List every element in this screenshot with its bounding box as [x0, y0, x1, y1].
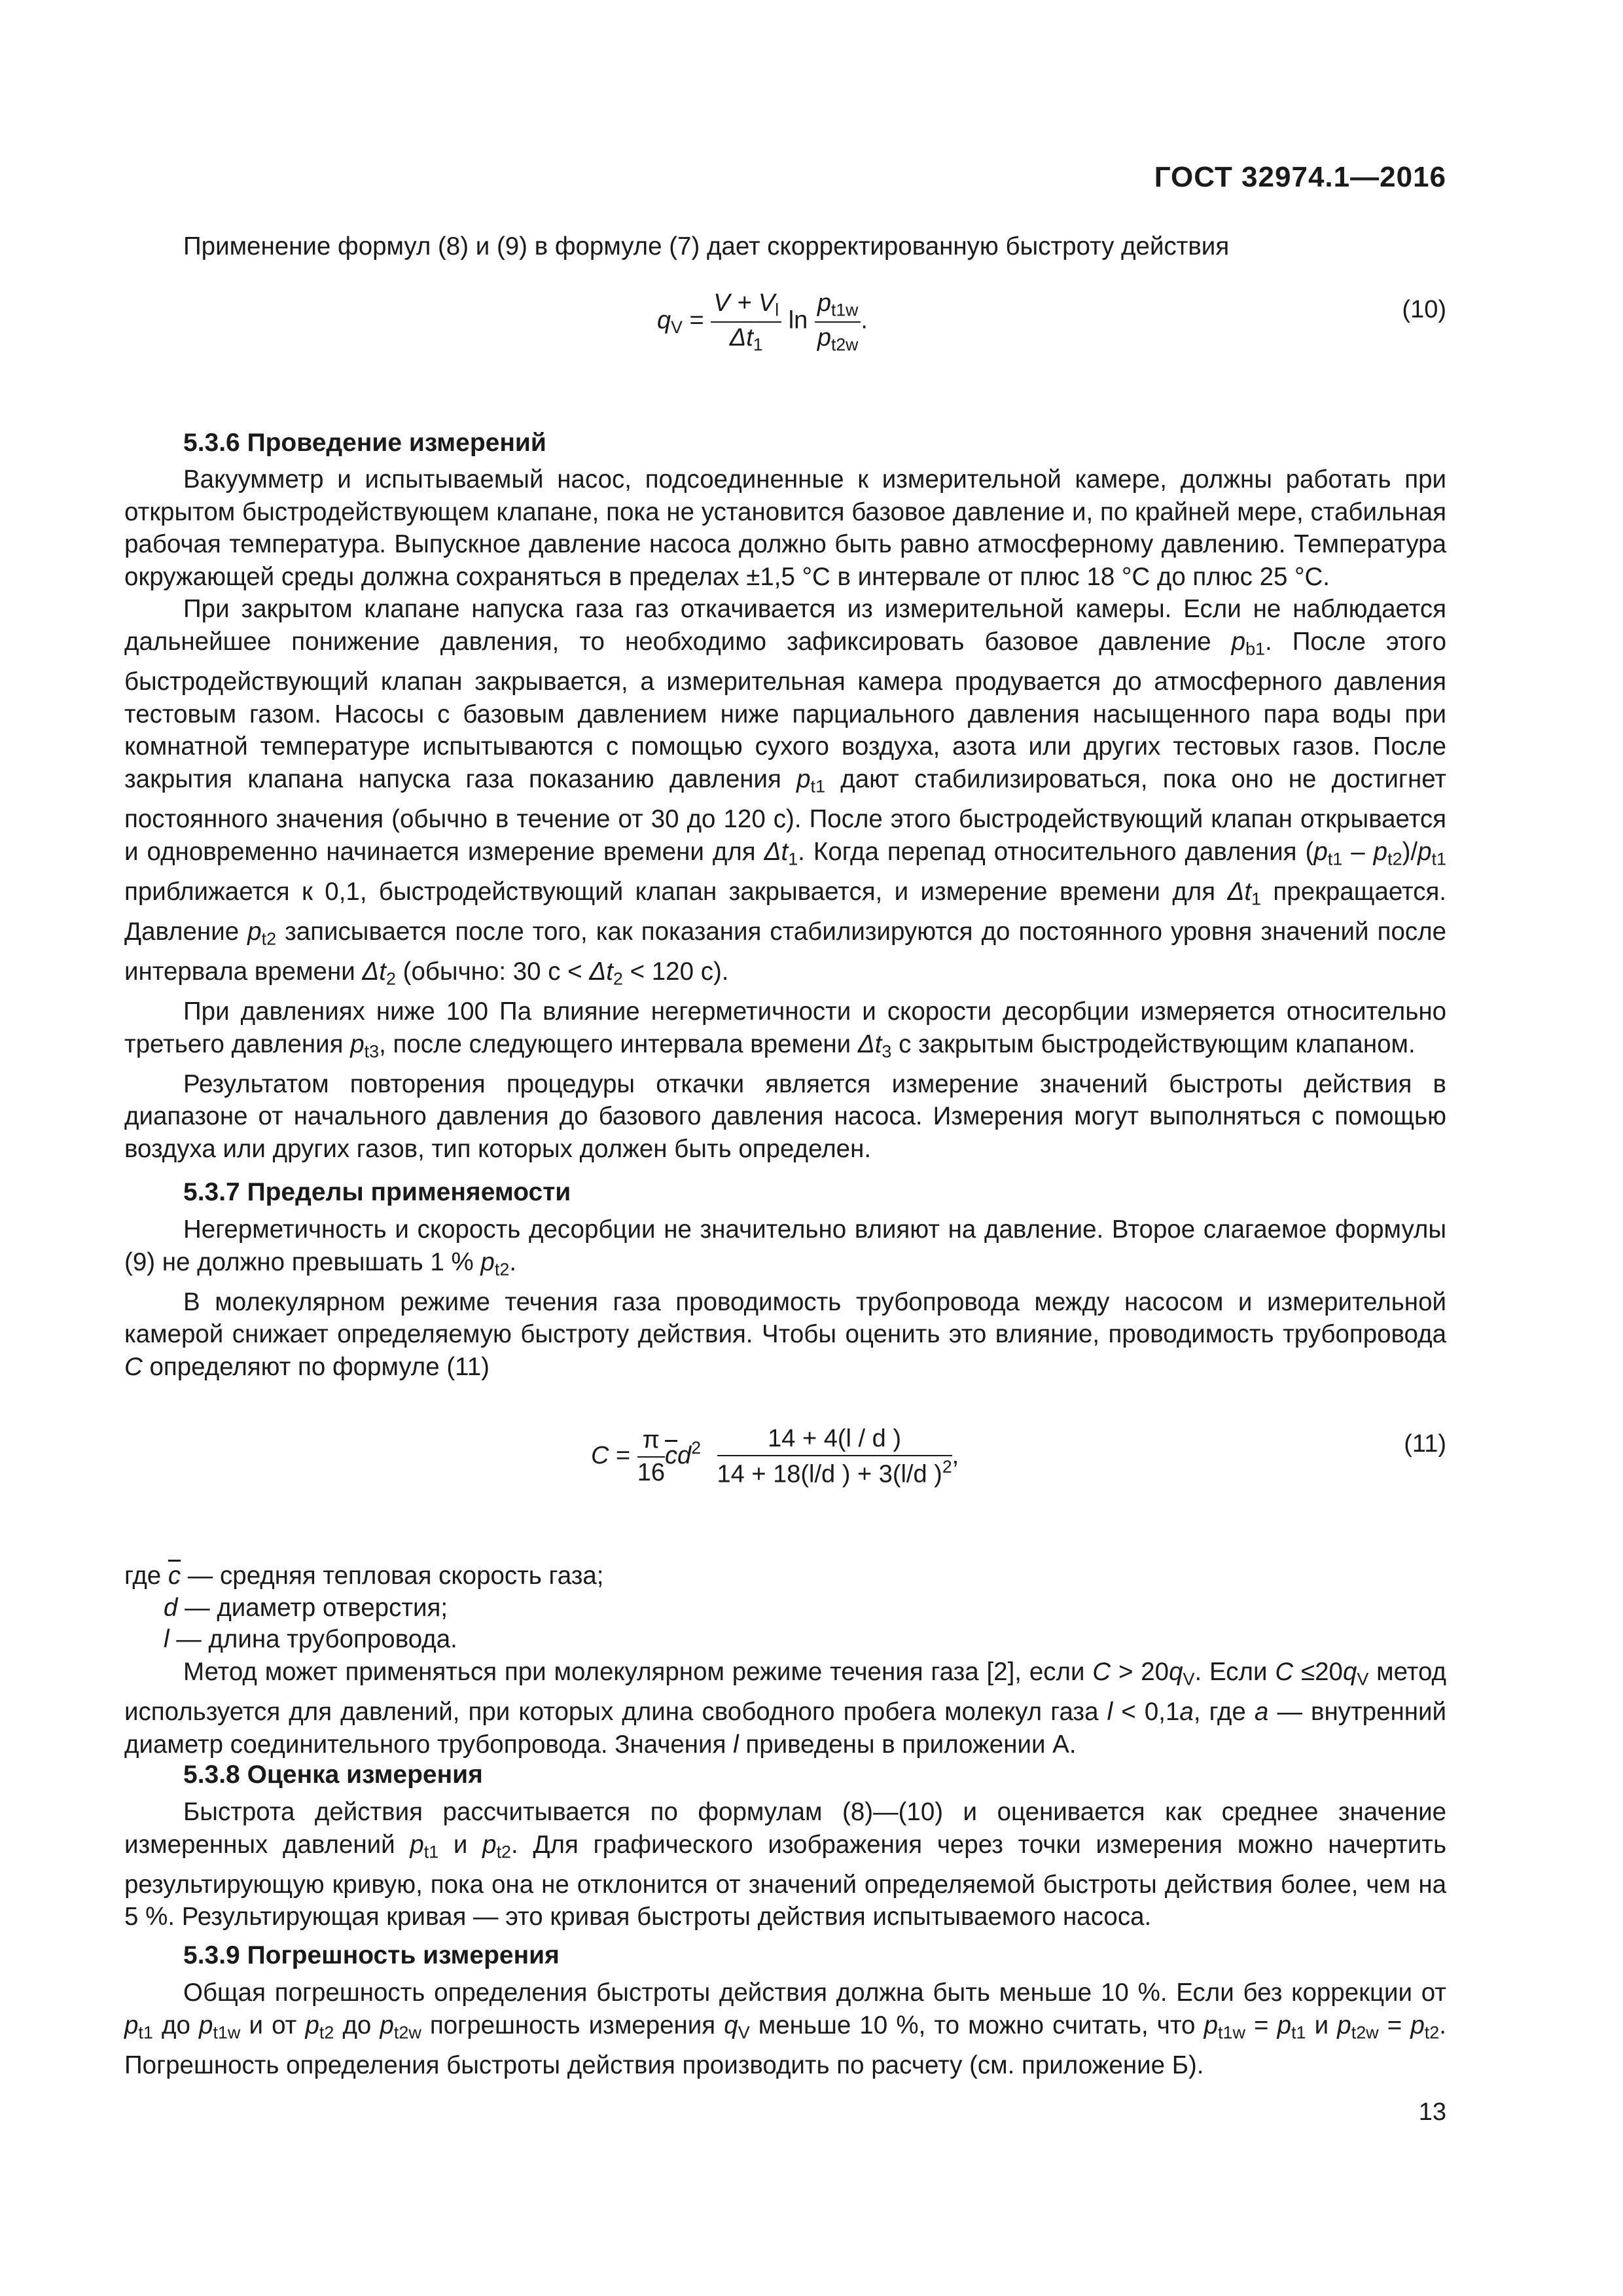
section-title-5-3-8: 5.3.8 Оценка измерения: [183, 1761, 483, 1789]
formula-10-fraction-1: $\frac{V + V_l}{\Delta t_1}$: [711, 288, 781, 355]
section-5-3-8-body: Быстрота действия рассчитывается по формулам (8)—(10) и оценивается как среднее значение измеренных давлений $p_{t1}$ и $p_{t2}$. Для графического изображения через точки измерения можно начертить результирующую кривую, пока она не отклонится от значений определяемой быстроты действия более, чем на 5 %. Результирующая кривая — это кривая быстроты действия испытываемого насоса.: [124, 1798, 1446, 1931]
paragraph: В молекулярном режиме течения газа проводимость трубопровода между насосом и измерительной камерой снижает определяемую быстроту действия. Чтобы оценить это влияние, проводимость трубопровода C определяют по формуле (11): [124, 1287, 1446, 1381]
intro-paragraph: Применение формул (8) и (9) в формуле (7) дает скорректированную быстроту действия: [183, 232, 1230, 260]
definition-l: l — длина трубопровода.: [164, 1625, 457, 1653]
section-title-5-3-7: 5.3.7 Пределы применяемости: [183, 1178, 571, 1206]
section-5-3-9-body: Общая погрешность определения быстроты действия должна быть меньше 10 %. Если без коррекции от $p_{t1}$ до $p_{t1w}$ и от $p_{t2}$ до $p_{t2w}$ погрешность измерения $q_V$ меньше 10 %, то можно считать, что $p_{t1w} = p_{t1}$ и $p_{t2w} = p_{t2}$. Погрешность определения быстроты действия производить по расчету (см. приложение Б).: [124, 1979, 1446, 2079]
formula-11-main-fraction: $\frac{14 + 4(l / d )}{14 + 18(l/d ) + 3(l/d )^2}$: [717, 1425, 952, 1488]
formula-10-fraction-2: $\frac{p_{t1w}}{p_{t2w}}$: [815, 288, 861, 355]
formula-10-number: (10): [1402, 296, 1446, 323]
section-title-5-3-6: 5.3.6 Проведение измерений: [183, 429, 546, 457]
formula-11: C = $\frac{\pi}{16}$ $\overline{c}d^2$ $\frac{14 + 4(l / d )}{14 + 18(l/d ) + 3(l/d )^2}$ ,: [591, 1424, 959, 1490]
paragraph: Негерметичность и скорость десорбции не значительно влияют на давление. Второе слагаемое формулы (9) не должно превышать 1 % $p_{t2}$.: [124, 1215, 1446, 1280]
definition-c: где $\overline{c}$ — средняя тепловая скорость газа;: [124, 1562, 604, 1590]
document-id-header: ГОСТ 32974.1—2016: [1154, 161, 1446, 193]
paragraph: Результатом повторения процедуры откачки является измерение значений быстроты действия в диапазоне от начального давления до базового давления насоса. Измерения могут выполняться с помощью воздуха или других газов, тип которых должен быть определен.: [124, 1069, 1446, 1163]
formula-10: $q_V$ = $\frac{V + V_l}{\Delta t_1}$ ln $\frac{p_{t1w}}{p_{t2w}}$ .: [657, 288, 868, 355]
formula-11-pi-fraction: $\frac{\pi}{16}$: [637, 1426, 666, 1486]
paragraph: При давлениях ниже 100 Па влияние негерметичности и скорости десорбции измеряется относительно третьего давления $p_{t3}$, после следующего интервала времени $\Delta t_3$ с закрытым быстродействующим клапаном.: [124, 997, 1446, 1062]
method-paragraph: Метод может применяться при молекулярном режиме течения газа [2], если $C > 20q_V$. Если $C \le 20q_V$ метод используется для давлений, при которых длина свободного пробега молекул газа l < 0,1a, где a — внутренний диаметр соединительного трубопровода. Значения l приведены в приложении А.: [124, 1658, 1447, 1759]
section-5-3-7-body: [124, 1213, 1446, 1384]
paragraph: При закрытом клапане напуска газа газ откачивается из измерительной камеры. Если не наблюдается дальнейшее понижение давления, то необходимо зафиксировать базовое давление $p_{b1}$. После этого быстродействующий клапан закрывается, а измерительная камера продувается до атмосферного давления тестовым газом. Насосы с базовым давлением ниже парциального давления насыщенного пара воды при комнатной температуре испытываются с помощью сухого воздуха, азота или других тестовых газов. После закрытия клапана напуска газа показанию давления $p_{t1}$ дают стабилизироваться, пока оно не достигнет постоянного значения (обычно в течение от 30 до 120 с). После этого быстродействующий клапан открывается и одновременно начинается измерение времени для $\Delta t_1$. Когда перепад относительного давления $(p_{t1} - p_{t2})/p_{t1}$ приближается к 0,1, быстродействующий клапан закрывается, и измерение времени для $\Delta t_1$ прекращается. Давление $p_{t2}$ записывается после того, как показания стабилизируются до постоянного уровня значений после интервала времени $\Delta t_2$ (обычно: 30 $с < \Delta t_2 < 120$ с).: [124, 595, 1447, 989]
page-number: 13: [1418, 2098, 1446, 2126]
formula-11-number: (11): [1404, 1430, 1446, 1458]
paragraph: Вакуумметр и испытываемый насос, подсоединенные к измерительной камере, должны работать при открытом быстродействующем клапане, пока не установится базовое давление и, по крайней мере, стабильная рабочая температура. Выпускное давление насоса должно быть равно атмосферному давлению. Температура окружающей среды должна сохраняться в пределах ±1,5 °С в интервале от плюс 18 °С до плюс 25 °С.: [124, 465, 1446, 591]
section-5-3-6-body: [124, 463, 1446, 1166]
definition-d: d — диаметр отверстия;: [164, 1593, 448, 1622]
where-block: [124, 1560, 1446, 1656]
section-title-5-3-9: 5.3.9 Погрешность измерения: [183, 1941, 560, 1969]
